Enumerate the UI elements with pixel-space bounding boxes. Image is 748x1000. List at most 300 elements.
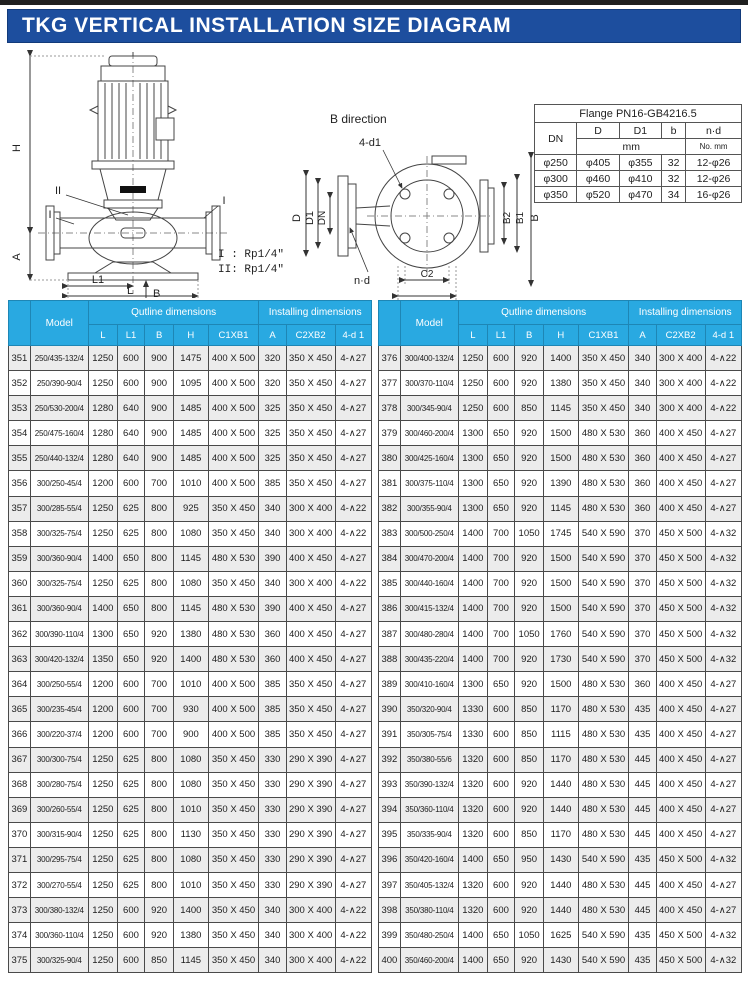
- dimension-cell: 600: [487, 772, 514, 797]
- dimension-cell: 4-∧27: [705, 446, 741, 471]
- row-number-cell: 365: [9, 697, 31, 722]
- row-number-cell: 392: [379, 747, 401, 772]
- dimension-cell: 480 X 530: [578, 471, 629, 496]
- col-C1XB1: C1XB1: [578, 325, 629, 346]
- dimension-cell: 920: [515, 346, 544, 371]
- dimension-cell: 1320: [458, 797, 487, 822]
- dimension-cell: 350 X 450: [208, 923, 259, 948]
- b-direction-title: B direction: [330, 112, 387, 126]
- dimension-cell: 1400: [544, 346, 578, 371]
- dimension-cell: 600: [117, 672, 144, 697]
- dimension-cell: 600: [487, 797, 514, 822]
- model-cell: 300/315-90/4: [30, 822, 88, 847]
- dimension-cell: 4-∧27: [705, 672, 741, 697]
- dimension-cell: 300 X 400: [286, 571, 335, 596]
- model-cell: 300/345-90/4: [400, 396, 458, 421]
- row-number-cell: 386: [379, 596, 401, 621]
- dimension-cell: 920: [145, 622, 174, 647]
- dimension-cell: 600: [117, 697, 144, 722]
- dimension-cell: 4-∧22: [335, 898, 371, 923]
- model-cell: 300/300-75/4: [30, 747, 88, 772]
- dimension-cell: 1485: [174, 446, 208, 471]
- dimension-cell: 1250: [88, 571, 117, 596]
- model-cell: 350/360-110/4: [400, 797, 458, 822]
- dimension-cell: 385: [259, 722, 286, 747]
- dimension-cell: 1625: [544, 923, 578, 948]
- dimension-cell: 350 X 450: [286, 396, 335, 421]
- dimension-cell: 1170: [544, 697, 578, 722]
- dimension-cell: 480 X 530: [578, 421, 629, 446]
- dimension-cell: 480 X 530: [208, 647, 259, 672]
- dimension-cell: 400 X 500: [208, 697, 259, 722]
- dimension-cell: 290 X 390: [286, 772, 335, 797]
- dimension-cell: 1250: [88, 772, 117, 797]
- row-number-cell: 366: [9, 722, 31, 747]
- dimension-cell: 900: [145, 396, 174, 421]
- dimension-cell: 4-∧27: [705, 898, 741, 923]
- model-header: Model: [400, 301, 458, 346]
- dimension-cell: 540 X 590: [578, 847, 629, 872]
- col-B: B: [515, 325, 544, 346]
- dimension-cell: 625: [117, 571, 144, 596]
- table-row: [379, 697, 742, 722]
- row-number-cell: 376: [379, 346, 401, 371]
- dimension-cell: 600: [487, 822, 514, 847]
- dimension-cell: 800: [145, 847, 174, 872]
- row-number-cell: 351: [9, 346, 31, 371]
- dimension-cell: 1330: [458, 722, 487, 747]
- dimension-cell: 400 X 450: [656, 872, 705, 897]
- dimension-cell: 640: [117, 421, 144, 446]
- dimension-cell: 300 X 400: [286, 898, 335, 923]
- dimension-cell: 1745: [544, 521, 578, 546]
- dimension-cell: 700: [487, 596, 514, 621]
- dimension-cell: 650: [487, 847, 514, 872]
- dimension-cell: 4-∧27: [705, 822, 741, 847]
- flange-table: [534, 104, 742, 203]
- flange-cell: 16-φ26: [686, 187, 742, 203]
- dimension-cell: 400 X 450: [286, 546, 335, 571]
- model-cell: 300/480-280/4: [400, 622, 458, 647]
- flange-unit-mm: mm: [577, 139, 686, 155]
- dimension-cell: 700: [487, 571, 514, 596]
- dim-label-B: B: [153, 288, 161, 298]
- dimension-cell: 1010: [174, 797, 208, 822]
- table-row: [379, 847, 742, 872]
- dimension-cell: 1400: [458, 647, 487, 672]
- table-row: [9, 546, 372, 571]
- table-row: [379, 471, 742, 496]
- dimension-cell: 4-∧27: [335, 396, 371, 421]
- flange-cell: 32: [662, 155, 686, 171]
- dimension-cell: 480 X 530: [208, 546, 259, 571]
- dimension-cell: 350 X 450: [286, 722, 335, 747]
- flange-table-row: [535, 171, 742, 187]
- dimension-cell: 1400: [458, 622, 487, 647]
- dimension-cell: 1250: [458, 371, 487, 396]
- dimension-cell: 445: [629, 872, 656, 897]
- dimension-cell: 1440: [544, 772, 578, 797]
- dimension-cell: 1330: [458, 697, 487, 722]
- col-4d1: 4-d 1: [335, 325, 371, 346]
- dimension-cell: 700: [487, 546, 514, 571]
- corner-header: [9, 301, 31, 346]
- dimension-cell: 330: [259, 847, 286, 872]
- model-cell: 300/435-220/4: [400, 647, 458, 672]
- dimension-cell: 400 X 450: [656, 747, 705, 772]
- dimension-cell: 1440: [544, 872, 578, 897]
- dimension-cell: 1095: [174, 371, 208, 396]
- table-row: [9, 446, 372, 471]
- dim-label-nd: n·d: [354, 275, 370, 287]
- dimension-cell: 1500: [544, 571, 578, 596]
- dimension-cell: 920: [515, 898, 544, 923]
- table-row: [9, 672, 372, 697]
- dimension-cell: 800: [145, 797, 174, 822]
- dimension-cell: 300 X 400: [286, 948, 335, 973]
- model-cell: 300/235-45/4: [30, 697, 88, 722]
- dimension-cell: 400 X 450: [286, 622, 335, 647]
- dimension-cell: 1300: [458, 496, 487, 521]
- col-C2XB2: C2XB2: [286, 325, 335, 346]
- dimension-cell: 1350: [88, 647, 117, 672]
- dimension-cell: 340: [629, 396, 656, 421]
- model-cell: 350/335-90/4: [400, 822, 458, 847]
- dimension-cell: 650: [487, 496, 514, 521]
- dimension-cell: 1400: [174, 898, 208, 923]
- dimension-cell: 360: [629, 446, 656, 471]
- model-cell: 300/375-110/4: [400, 471, 458, 496]
- model-cell: 300/425-160/4: [400, 446, 458, 471]
- row-number-cell: 378: [379, 396, 401, 421]
- table-row: [9, 521, 372, 546]
- dimension-cell: 4-∧32: [705, 546, 741, 571]
- dimension-cell: 920: [515, 872, 544, 897]
- model-cell: 350/320-90/4: [400, 697, 458, 722]
- dimension-cell: 1440: [544, 797, 578, 822]
- dimension-cell: 1250: [88, 822, 117, 847]
- dimension-cell: 625: [117, 822, 144, 847]
- dimension-cell: 1380: [544, 371, 578, 396]
- dimension-cell: 650: [117, 596, 144, 621]
- col-A: A: [629, 325, 656, 346]
- dimension-cell: 385: [259, 672, 286, 697]
- dimension-cell: 4-∧27: [335, 596, 371, 621]
- dimension-cell: 325: [259, 446, 286, 471]
- row-number-cell: 390: [379, 697, 401, 722]
- table-row: [379, 797, 742, 822]
- dimension-cell: 920: [515, 571, 544, 596]
- row-number-cell: 368: [9, 772, 31, 797]
- dimension-cell: 920: [515, 471, 544, 496]
- dimension-cell: 900: [145, 446, 174, 471]
- dimension-cell: 1080: [174, 747, 208, 772]
- table-row: [9, 571, 372, 596]
- row-number-cell: 373: [9, 898, 31, 923]
- row-number-cell: 374: [9, 923, 31, 948]
- col-L1: L1: [487, 325, 514, 346]
- dimension-cell: 1500: [544, 421, 578, 446]
- dimension-cell: 350 X 450: [578, 371, 629, 396]
- flange-cell: φ470: [619, 187, 661, 203]
- dimension-cell: 450 X 500: [656, 622, 705, 647]
- dimension-cell: 600: [117, 471, 144, 496]
- dimension-cell: 540 X 590: [578, 571, 629, 596]
- dimension-cell: 360: [259, 647, 286, 672]
- dimension-cell: 350 X 450: [286, 697, 335, 722]
- col-A: A: [259, 325, 286, 346]
- row-number-cell: 382: [379, 496, 401, 521]
- dimension-cell: 925: [174, 496, 208, 521]
- table-row: [379, 948, 742, 973]
- dimension-cell: 400 X 450: [656, 672, 705, 697]
- dimension-cell: 330: [259, 747, 286, 772]
- table-row: [9, 872, 372, 897]
- model-cell: 300/260-55/4: [30, 797, 88, 822]
- dimension-cell: 400 X 450: [286, 647, 335, 672]
- dimension-cell: 320: [259, 346, 286, 371]
- dimension-cell: 700: [145, 672, 174, 697]
- dimension-cell: 1050: [515, 521, 544, 546]
- dimension-cell: 540 X 590: [578, 622, 629, 647]
- flange-cell: φ520: [577, 187, 619, 203]
- dimension-cell: 4-∧27: [705, 747, 741, 772]
- dimension-cell: 400 X 450: [656, 722, 705, 747]
- model-cell: 300/460-200/4: [400, 421, 458, 446]
- dim-label-A: A: [11, 253, 23, 261]
- dimension-cell: 1250: [88, 747, 117, 772]
- table-row: [379, 446, 742, 471]
- model-cell: 300/390-110/4: [30, 622, 88, 647]
- dimension-cell: 350 X 450: [578, 346, 629, 371]
- dimension-cell: 700: [145, 722, 174, 747]
- dimension-cell: 480 X 530: [578, 697, 629, 722]
- b-direction-dimension-lines: [306, 150, 531, 296]
- dimension-cell: 1300: [458, 421, 487, 446]
- dimension-cell: 480 X 530: [578, 772, 629, 797]
- dimension-cell: 480 X 530: [578, 747, 629, 772]
- dimension-cell: 4-∧27: [335, 672, 371, 697]
- dimension-cell: 4-∧22: [335, 948, 371, 973]
- table-row: [379, 923, 742, 948]
- dimension-cell: 480 X 530: [578, 722, 629, 747]
- dimension-cell: 600: [117, 346, 144, 371]
- dimension-cell: 4-∧32: [705, 948, 741, 973]
- model-cell: 300/440-160/4: [400, 571, 458, 596]
- dimension-cell: 800: [145, 496, 174, 521]
- row-number-cell: 380: [379, 446, 401, 471]
- model-cell: 300/325-75/4: [30, 571, 88, 596]
- model-cell: 350/380-55/6: [400, 747, 458, 772]
- dimension-cell: 350 X 450: [208, 797, 259, 822]
- dimension-cell: 1010: [174, 872, 208, 897]
- dimension-cell: 920: [515, 371, 544, 396]
- dimension-cell: 350 X 450: [208, 747, 259, 772]
- table-row: [9, 346, 372, 371]
- dimension-cell: 350 X 450: [208, 872, 259, 897]
- dimension-cell: 850: [515, 822, 544, 847]
- dimension-cell: 450 X 500: [656, 521, 705, 546]
- dimension-cell: 1170: [544, 822, 578, 847]
- dimension-cell: 4-∧27: [335, 346, 371, 371]
- dimension-cell: 920: [515, 546, 544, 571]
- dimension-cell: 4-∧27: [335, 421, 371, 446]
- dimension-cell: 370: [629, 596, 656, 621]
- model-cell: 300/270-55/4: [30, 872, 88, 897]
- dimension-cell: 340: [629, 371, 656, 396]
- dimension-cell: 850: [515, 747, 544, 772]
- dimension-cell: 4-∧27: [335, 747, 371, 772]
- dimension-cell: 4-∧27: [335, 722, 371, 747]
- col-L1: L1: [117, 325, 144, 346]
- installing-group-header: Installing dimensions: [629, 301, 742, 325]
- model-header: Model: [30, 301, 88, 346]
- dimension-cell: 625: [117, 797, 144, 822]
- dimension-cell: 480 X 530: [208, 622, 259, 647]
- flange-cell: 12-φ26: [686, 155, 742, 171]
- dim-label-C2: C2: [420, 269, 434, 280]
- dimension-cell: 850: [515, 396, 544, 421]
- table-row: [379, 872, 742, 897]
- dimension-cell: 1080: [174, 772, 208, 797]
- dimension-cell: 1485: [174, 396, 208, 421]
- dim-label-DN: DN: [317, 210, 328, 226]
- dimension-cell: 920: [515, 496, 544, 521]
- port-label-I-left: I: [48, 209, 52, 221]
- dimension-cell: 4-∧27: [705, 797, 741, 822]
- dimension-cell: 390: [259, 596, 286, 621]
- dimension-cell: 920: [515, 446, 544, 471]
- dimension-cell: 920: [515, 948, 544, 973]
- dimension-cell: 400 X 450: [286, 596, 335, 621]
- model-cell: 250/435-132/4: [30, 346, 88, 371]
- table-row: [379, 622, 742, 647]
- dimension-cell: 800: [145, 772, 174, 797]
- table-row: [379, 346, 742, 371]
- row-number-cell: 370: [9, 822, 31, 847]
- dimension-cell: 650: [487, 948, 514, 973]
- dimension-cell: 1010: [174, 471, 208, 496]
- model-cell: 350/420-160/4: [400, 847, 458, 872]
- dimension-cell: 600: [117, 371, 144, 396]
- title-bar: [7, 9, 741, 43]
- dimension-cell: 350 X 450: [286, 346, 335, 371]
- dimension-cell: 4-∧22: [335, 496, 371, 521]
- dimension-cell: 1050: [515, 622, 544, 647]
- table-row: [379, 898, 742, 923]
- dim-label-D1: D1: [304, 210, 316, 226]
- row-number-cell: 396: [379, 847, 401, 872]
- model-cell: 300/410-160/4: [400, 672, 458, 697]
- table-row: [379, 722, 742, 747]
- flange-unit-no-mm: No. mm: [686, 139, 742, 155]
- dimension-cell: 350 X 450: [208, 521, 259, 546]
- dimension-cell: 1115: [544, 722, 578, 747]
- dimension-cell: 350 X 450: [208, 948, 259, 973]
- flange-table-row: [535, 155, 742, 171]
- dimension-cell: 435: [629, 697, 656, 722]
- dimension-cell: 1400: [458, 521, 487, 546]
- dimension-cell: 400 X 500: [208, 722, 259, 747]
- dimension-cell: 800: [145, 822, 174, 847]
- model-cell: 350/480-250/4: [400, 923, 458, 948]
- model-cell: 300/250-45/4: [30, 471, 88, 496]
- dimension-cell: 1320: [458, 772, 487, 797]
- dimension-cell: 480 X 530: [578, 496, 629, 521]
- dimension-cell: 370: [629, 546, 656, 571]
- dimension-cell: 1390: [544, 471, 578, 496]
- table-row: [9, 496, 372, 521]
- dimension-cell: 350 X 450: [578, 396, 629, 421]
- row-number-cell: 353: [9, 396, 31, 421]
- dimension-cell: 4-∧27: [335, 697, 371, 722]
- dimension-cell: 1250: [88, 948, 117, 973]
- dimension-cell: 930: [174, 697, 208, 722]
- model-cell: 250/440-132/4: [30, 446, 88, 471]
- dimension-cell: 435: [629, 847, 656, 872]
- dimension-cell: 360: [629, 496, 656, 521]
- dimension-cell: 450 X 500: [656, 923, 705, 948]
- dimension-cell: 400 X 500: [208, 396, 259, 421]
- model-cell: 300/250-55/4: [30, 672, 88, 697]
- flange-col-d1: D1: [619, 123, 661, 139]
- dimension-cell: 350 X 450: [208, 898, 259, 923]
- dimension-cell: 1280: [88, 421, 117, 446]
- dimension-cell: 1400: [458, 571, 487, 596]
- row-number-cell: 377: [379, 371, 401, 396]
- dimension-cell: 4-∧22: [705, 371, 741, 396]
- dimension-cell: 600: [487, 722, 514, 747]
- dimension-cell: 360: [629, 421, 656, 446]
- col-L: L: [458, 325, 487, 346]
- table-row: [379, 371, 742, 396]
- dimension-cell: 625: [117, 496, 144, 521]
- dimension-cell: 4-∧27: [335, 647, 371, 672]
- dimension-cell: 300 X 400: [656, 371, 705, 396]
- dimension-cell: 1250: [88, 797, 117, 822]
- dimension-cell: 1145: [174, 596, 208, 621]
- dimension-cell: 4-∧22: [705, 346, 741, 371]
- dimension-cell: 290 X 390: [286, 747, 335, 772]
- dimension-cell: 600: [487, 346, 514, 371]
- row-number-cell: 364: [9, 672, 31, 697]
- dimension-cell: 340: [259, 948, 286, 973]
- dimension-cell: 400 X 450: [656, 797, 705, 822]
- dimension-tables: [8, 300, 742, 973]
- row-number-cell: 383: [379, 521, 401, 546]
- dim-label-D: D: [291, 214, 303, 222]
- row-number-cell: 355: [9, 446, 31, 471]
- dimension-cell: 370: [629, 521, 656, 546]
- dimension-cell: 1250: [88, 371, 117, 396]
- dimension-cell: 1050: [515, 923, 544, 948]
- flange-cell: φ300: [535, 171, 577, 187]
- row-number-cell: 384: [379, 546, 401, 571]
- flange-table-title: Flange PN16-GB4216.5: [535, 105, 742, 123]
- table-row: [379, 822, 742, 847]
- flange-col-d: D: [577, 123, 619, 139]
- dimension-cell: 330: [259, 872, 286, 897]
- dimension-cell: 445: [629, 822, 656, 847]
- table-row: [9, 847, 372, 872]
- dimension-cell: 450 X 500: [656, 647, 705, 672]
- dimension-cell: 320: [259, 371, 286, 396]
- table-row: [379, 747, 742, 772]
- dimension-cell: 4-∧27: [705, 772, 741, 797]
- row-number-cell: 399: [379, 923, 401, 948]
- dimension-cell: 350 X 450: [286, 471, 335, 496]
- col-H: H: [174, 325, 208, 346]
